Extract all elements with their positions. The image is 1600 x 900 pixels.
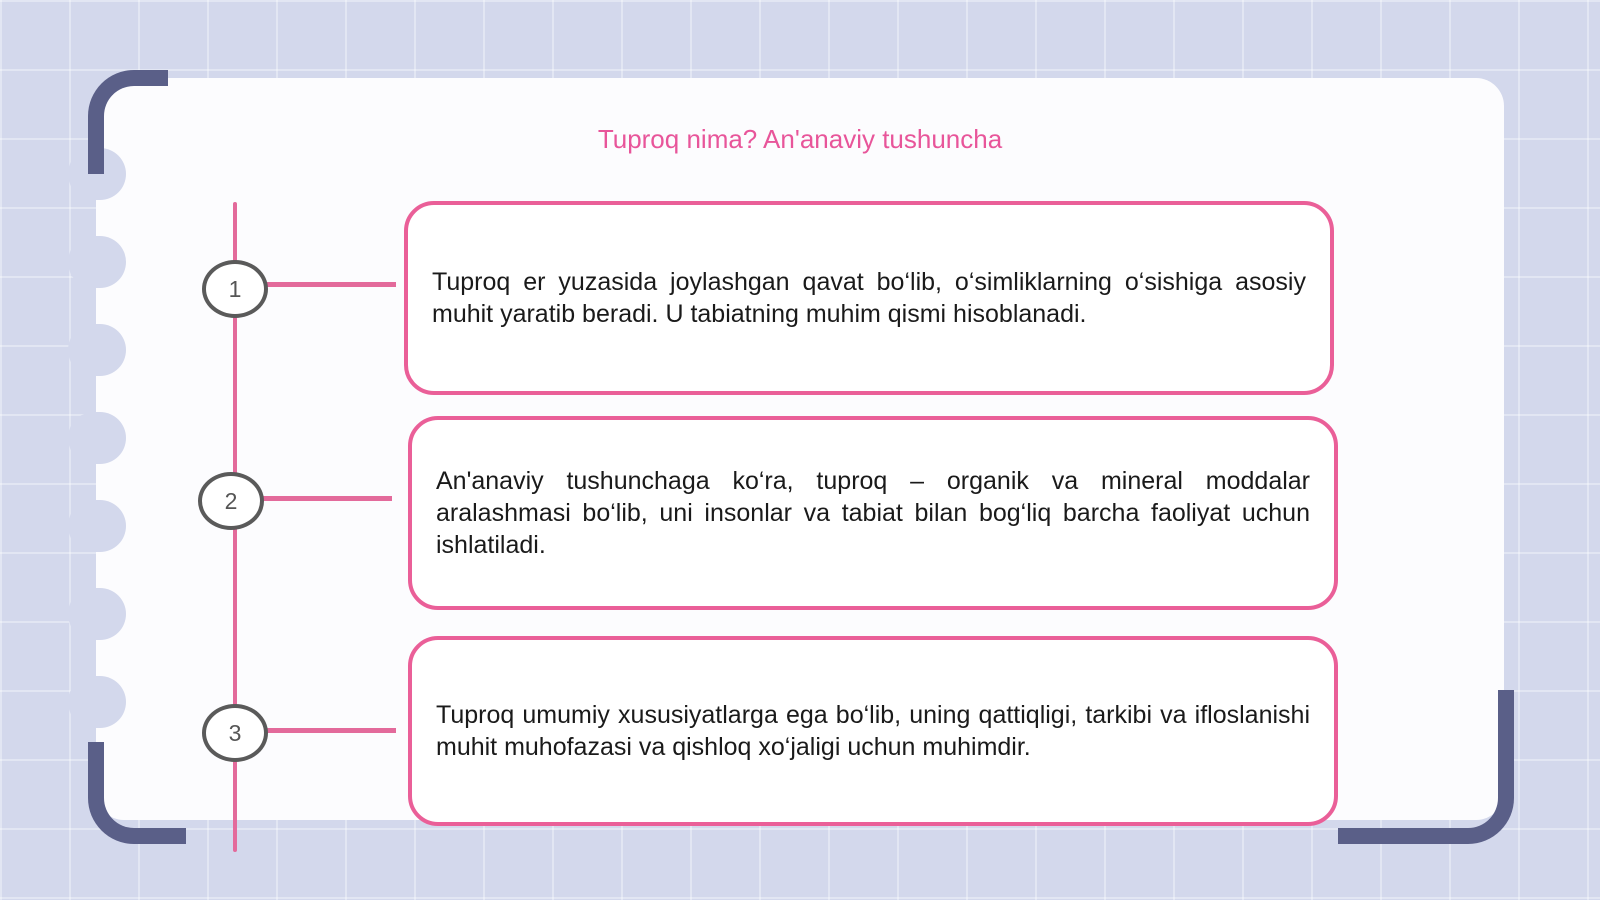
- info-card-2: [408, 416, 1338, 610]
- step-number-1: 1: [202, 260, 268, 318]
- corner-bracket-bottom-right: [1338, 690, 1514, 844]
- connector-line: [262, 496, 392, 501]
- binder-hole: [68, 676, 126, 728]
- info-card-1: [404, 201, 1334, 395]
- slide-title: Tuproq nima? An'anaviy tushuncha: [597, 124, 1003, 154]
- binder-hole: [68, 236, 126, 288]
- info-card-3: [408, 636, 1338, 826]
- binder-hole: [68, 324, 126, 376]
- binder-hole: [68, 412, 126, 464]
- step-number-3: 3: [202, 704, 268, 762]
- info-card-text: Tuproq umumiy xususiyatlarga ega bo‘lib, uning qattiqligi, tarkibi va ifloslanishi muhit muhofazasi va qishloq xo‘jaligi uchun muhimdir.: [436, 701, 1310, 761]
- connector-line: [266, 728, 396, 733]
- binder-hole: [68, 500, 126, 552]
- corner-bracket-bottom-left: [88, 742, 186, 844]
- binder-hole: [68, 588, 126, 640]
- corner-bracket-top-left: [88, 70, 168, 174]
- info-card-text: Tuproq er yuzasida joylashgan qavat bo‘lib, o‘simliklarning o‘sishiga asosiy muhit yaratib beradi. U tabiatning muhim qismi hisoblanadi.: [432, 268, 1306, 328]
- connector-line: [266, 282, 396, 287]
- info-card-text: An'anaviy tushunchaga ko‘ra, tuproq – organik va mineral moddalar aralashmasi bo‘lib, uni insonlar va tabiat bilan bog‘liq barcha faoliyat uchun ishlatiladi.: [436, 467, 1310, 559]
- step-number-2: 2: [198, 472, 264, 530]
